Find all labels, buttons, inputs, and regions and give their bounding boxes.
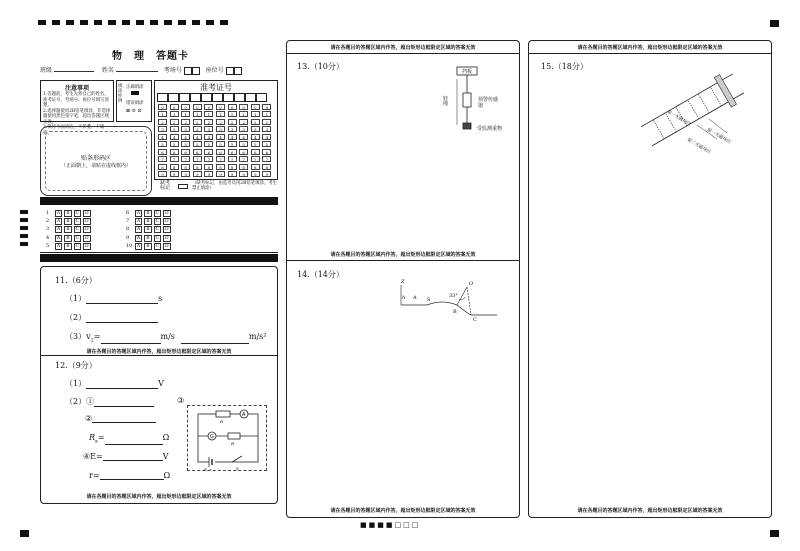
choice-question-row — [126, 226, 173, 233]
choice-option-bubble[interactable]: B — [66, 219, 70, 225]
choice-option-bubble[interactable]: D — [85, 235, 89, 241]
admission-label: 准考证号 — [200, 83, 232, 92]
admission-input-row — [157, 93, 267, 102]
q12-circuit-diagram — [188, 406, 268, 472]
admission-bubble[interactable]: 1 — [216, 111, 225, 117]
card-title: 物 理 答题卡 — [112, 51, 189, 62]
choice-option-bubble[interactable]: D — [165, 227, 169, 233]
admission-bubble[interactable]: 4 — [158, 134, 167, 140]
admission-bubble[interactable]: 7 — [251, 156, 260, 162]
admission-bubble[interactable]: 1 — [262, 111, 271, 117]
q12-item3-label: ③ — [177, 396, 185, 405]
svg-text:S: S — [427, 297, 431, 303]
admission-bubble[interactable]: 2 — [262, 119, 271, 125]
admission-bubble[interactable]: 7 — [181, 156, 190, 162]
admission-bubble[interactable]: 6 — [216, 149, 225, 155]
admission-digit-box[interactable] — [168, 93, 179, 102]
admission-bubble[interactable]: 1 — [193, 111, 202, 117]
choice-question-row — [46, 235, 93, 242]
exam-room-box-2[interactable] — [192, 67, 200, 75]
admission-bubble[interactable]: 7 — [239, 156, 248, 162]
choice-option-bubble[interactable]: B — [146, 211, 150, 216]
admission-bubble[interactable]: 9 — [181, 171, 190, 177]
admission-bubble[interactable]: 0 — [193, 104, 202, 110]
admission-bubble[interactable]: 2 — [170, 119, 179, 125]
q12-rx: $R_x= \Omega$ — [89, 433, 170, 445]
admission-bubble[interactable]: 0 — [216, 104, 225, 110]
admission-bubble[interactable]: 5 — [158, 141, 167, 147]
absent-label: 缺考标记 — [160, 180, 171, 191]
admission-bubble[interactable]: 4 — [262, 134, 271, 140]
svg-text:33°: 33° — [449, 293, 458, 299]
admission-bubble[interactable]: 7 — [204, 156, 213, 162]
admission-bubble-row — [158, 156, 274, 164]
right-column-box — [528, 40, 772, 518]
q11-title: 11.（6分） — [55, 276, 97, 285]
svg-text:R: R — [220, 419, 224, 424]
middle-top-warning: 请在各题目的答题区域内作答，超出矩形边框限定区域的答案无效 — [330, 45, 476, 51]
choice-question-row — [46, 210, 93, 217]
admission-bubble[interactable]: 9 — [204, 171, 213, 177]
choice-option-bubble[interactable]: B — [146, 227, 150, 233]
q15-warning: 请在各题目的答题区域内作答，超出矩形边框限定区域的答案无效 — [577, 508, 723, 514]
admission-bubble[interactable]: 6 — [158, 149, 167, 155]
admission-bubble[interactable]: 8 — [193, 164, 202, 170]
section-divider-bar — [40, 254, 278, 262]
q14-diagram — [397, 275, 507, 325]
choice-option-bubble[interactable]: C — [75, 235, 80, 241]
admission-bubble[interactable]: 5 — [228, 141, 237, 147]
choice-question-row — [126, 235, 173, 242]
admission-digit-box[interactable] — [212, 93, 223, 102]
choice-option-bubble[interactable]: D — [85, 211, 89, 216]
admission-bubble[interactable]: 0 — [204, 104, 213, 110]
admission-bubble[interactable]: 1 — [158, 111, 167, 117]
q14-title: 14.（14分） — [297, 270, 344, 279]
admission-bubble[interactable]: 5 — [181, 141, 190, 147]
choice-question-row — [126, 218, 173, 225]
svg-text:O: O — [469, 281, 474, 287]
absent-row — [154, 181, 278, 195]
q15-title: 15.（18分） — [541, 62, 588, 71]
top-timing-marks — [38, 20, 238, 26]
svg-text:S: S — [236, 466, 239, 471]
choice-number: 9 — [126, 234, 130, 241]
choice-option-bubble[interactable]: C — [75, 243, 80, 249]
admission-bubble[interactable]: 4 — [216, 134, 225, 140]
admission-bubble[interactable]: 9 — [239, 171, 248, 177]
q12-item2b: ② — [85, 414, 156, 423]
barcode-hint: （正面朝上，请贴在虚线框内） — [60, 163, 131, 169]
admission-bubble[interactable]: 2 — [158, 119, 167, 125]
admission-bubble[interactable]: 9 — [216, 171, 225, 177]
choice-option-bubble[interactable]: A — [57, 211, 61, 216]
admission-bubble[interactable]: 5 — [170, 141, 179, 147]
admission-bubble-row — [158, 118, 274, 126]
admission-bubble[interactable]: 2 — [216, 119, 225, 125]
choice-area — [40, 205, 278, 253]
seat-label: 座位号 — [205, 67, 224, 74]
admission-bubble[interactable]: 1 — [228, 111, 237, 117]
admission-bubble[interactable]: 3 — [170, 126, 179, 132]
q11-item3: $(3)v_2= m/s$ m/s² — [65, 332, 267, 344]
choice-option-bubble[interactable]: C — [155, 235, 160, 241]
admission-bubble[interactable]: 4 — [204, 134, 213, 140]
q11-unit-ms2: m/s² — [248, 332, 267, 341]
admission-bubble[interactable]: 9 — [228, 171, 237, 177]
right-top-warning: 请在各题目的答题区域内作答，超出矩形边框限定区域的答案无效 — [577, 45, 723, 51]
notice-line-1: 1.答题前，考生先将自己的姓名、准考证号、考场号、座位号填写清楚。 — [43, 92, 109, 108]
admission-bubble[interactable]: 3 — [158, 126, 167, 132]
name-label: 姓名 — [101, 67, 114, 74]
admission-bubble-row — [158, 126, 274, 134]
svg-text:E, r: E, r — [204, 467, 212, 472]
example-label: 填涂样例 — [118, 84, 123, 104]
corner-mark-bottom-right — [770, 530, 779, 537]
choice-option-bubble[interactable]: B — [146, 219, 150, 225]
q12-blank-2a[interactable] — [94, 398, 154, 407]
admission-bubble[interactable]: 2 — [181, 119, 190, 125]
barcode-area — [40, 126, 152, 196]
q11-blank-3b[interactable] — [181, 335, 249, 344]
q12-blank-e[interactable] — [103, 452, 163, 461]
admission-bubble[interactable]: 0 — [228, 104, 237, 110]
admission-digit-box[interactable] — [256, 93, 267, 102]
svg-text:G: G — [210, 434, 214, 440]
q14-warning: 请在各题目的答题区域内作答，超出矩形边框限定区域的答案无效 — [330, 508, 476, 514]
admission-bubble[interactable]: 5 — [262, 141, 271, 147]
svg-text:B: B — [453, 309, 457, 315]
admission-digit-box[interactable] — [201, 93, 212, 102]
q11-blank-3a[interactable] — [101, 335, 161, 344]
choice-option-bubble[interactable]: C — [155, 243, 160, 249]
choice-option-bubble[interactable]: C — [155, 227, 160, 233]
admission-bubble[interactable]: 0 — [170, 104, 179, 110]
q15-label-1: 第一无磁场区 — [706, 127, 732, 146]
q12-title: 12.（9分） — [55, 361, 97, 370]
choice-option-bubble[interactable]: A — [137, 227, 141, 233]
choice-option-bubble[interactable]: C — [75, 227, 80, 233]
admission-bubble[interactable]: 2 — [251, 119, 260, 125]
admission-bubble[interactable]: 7 — [262, 156, 271, 162]
exam-room-label: 考场号 — [163, 67, 182, 74]
class-field[interactable] — [54, 71, 94, 72]
choice-option-bubble[interactable]: B — [66, 227, 70, 233]
q13-title: 13.（10分） — [297, 62, 344, 71]
admission-bubble[interactable]: 3 — [239, 126, 248, 132]
admission-bubble[interactable]: 3 — [228, 126, 237, 132]
choice-number: 8 — [126, 226, 130, 233]
choice-header-bar — [40, 197, 278, 205]
page-marks: ■■■■□□□ — [360, 521, 421, 529]
choice-option-bubble[interactable]: B — [146, 243, 150, 249]
admission-bubble[interactable]: 7 — [170, 156, 179, 162]
choice-option-bubble[interactable]: C — [155, 211, 160, 216]
admission-bubble[interactable]: 8 — [181, 164, 190, 170]
q11-q12-box — [40, 266, 278, 504]
admission-bubble[interactable]: 8 — [204, 164, 213, 170]
choice-number: 3 — [46, 226, 50, 233]
admission-bubble[interactable]: 6 — [239, 149, 248, 155]
admission-grid — [154, 80, 278, 180]
choice-option-bubble[interactable]: C — [75, 219, 80, 225]
admission-bubble[interactable]: 2 — [228, 119, 237, 125]
choice-question-row — [46, 226, 93, 233]
admission-digit-box[interactable] — [223, 93, 234, 102]
q11-warning: 请在各题目的答题区域内作答，超出矩形边框限定区域的答案无效 — [86, 349, 232, 355]
admission-digit-box[interactable] — [245, 93, 256, 102]
admission-bubble[interactable]: 0 — [158, 104, 167, 110]
admission-bubble[interactable]: 3 — [204, 126, 213, 132]
admission-bubble[interactable]: 0 — [239, 104, 248, 110]
admission-bubble[interactable]: 4 — [239, 134, 248, 140]
choice-question-row — [126, 210, 173, 217]
admission-bubble[interactable]: 1 — [181, 111, 190, 117]
admission-bubble[interactable]: 5 — [204, 141, 213, 147]
admission-bubble[interactable]: 2 — [204, 119, 213, 125]
admission-bubble[interactable]: 8 — [170, 164, 179, 170]
admission-bubble-row — [158, 148, 274, 156]
svg-text:Z: Z — [401, 279, 405, 285]
admission-bubble[interactable]: 5 — [251, 141, 260, 147]
choice-number: 7 — [126, 218, 130, 225]
admission-bubble[interactable]: 9 — [193, 171, 202, 177]
admission-digit-box[interactable] — [234, 93, 245, 102]
q12-r: r= Ω — [89, 471, 171, 480]
admission-bubble[interactable]: 4 — [170, 134, 179, 140]
admission-bubble[interactable]: 8 — [239, 164, 248, 170]
barcode-label: 贴条形码区 — [80, 155, 111, 162]
q12-blank-rx[interactable] — [105, 436, 163, 445]
choice-option-bubble[interactable]: D — [165, 235, 169, 241]
choice-option-bubble[interactable]: D — [85, 219, 89, 225]
q13-sensor-label: 预警传感器 — [478, 97, 499, 109]
choice-number: 2 — [46, 218, 50, 225]
admission-bubble[interactable]: 7 — [193, 156, 202, 162]
admission-bubble[interactable]: 5 — [216, 141, 225, 147]
corner-mark-top-right — [770, 20, 779, 27]
admission-bubble-row — [158, 141, 274, 149]
admission-bubble[interactable]: 2 — [239, 119, 248, 125]
q12-blank-r[interactable] — [100, 471, 164, 480]
svg-text:h: h — [402, 295, 406, 301]
admission-bubble[interactable]: 0 — [181, 104, 190, 110]
choice-question-row — [46, 218, 93, 225]
choice-question-row — [126, 243, 173, 250]
admission-bubble-row — [158, 111, 274, 119]
admission-bubble[interactable]: 9 — [158, 171, 167, 177]
choice-option-bubble[interactable]: D — [85, 227, 89, 233]
admission-bubble[interactable]: 8 — [228, 164, 237, 170]
choice-option-bubble[interactable]: A — [57, 243, 61, 249]
q13-bottom-label: 受监测重物 — [477, 126, 503, 132]
admission-bubble[interactable]: 3 — [216, 126, 225, 132]
q11-item1: （1） s — [65, 294, 163, 303]
rx-resistor — [216, 411, 230, 417]
choice-option-bubble[interactable]: D — [165, 243, 169, 249]
q11-blank-1[interactable] — [86, 295, 158, 304]
q11-blank-2[interactable] — [86, 314, 158, 323]
correct-label: 正确填涂 — [126, 85, 144, 90]
q15-label-2: 第一无磁场区 — [666, 109, 692, 128]
admission-bubble-row — [158, 163, 274, 171]
admission-bubble[interactable]: 7 — [158, 156, 167, 162]
admission-bubble-row — [158, 133, 274, 141]
q15-label-3: 第二无磁场区 — [686, 137, 712, 156]
choice-question-row — [46, 243, 93, 250]
absent-note: （缺考标记，由监考员用2B铅笔填涂，考生禁止填涂） — [192, 181, 278, 191]
q11-unit-ms: m/s — [160, 332, 175, 341]
choice-option-bubble[interactable]: A — [57, 235, 61, 241]
admission-bubble[interactable]: 1 — [204, 111, 213, 117]
svg-text:A: A — [413, 295, 417, 301]
admission-bubble[interactable]: 1 — [239, 111, 248, 117]
admission-bubble[interactable]: 8 — [251, 164, 260, 170]
admission-bubble[interactable]: 7 — [216, 156, 225, 162]
choice-option-bubble[interactable]: D — [85, 243, 89, 249]
q12-circuit-frame — [187, 405, 267, 471]
choice-option-bubble[interactable]: C — [155, 219, 160, 225]
admission-bubble[interactable]: 4 — [228, 134, 237, 140]
wrong-fill-marks: ⊠ ⊘ ⊡ — [126, 108, 142, 114]
fill-example-box — [116, 80, 152, 122]
r0-resistor — [228, 433, 240, 439]
svg-text:A: A — [242, 412, 246, 418]
corner-mark-bottom-left — [20, 530, 29, 537]
admission-bubble[interactable]: 6 — [193, 149, 202, 155]
switch-symbol — [232, 456, 242, 462]
admission-bubble[interactable]: 1 — [170, 111, 179, 117]
correct-fill-mark — [131, 91, 139, 95]
exam-room-box-1[interactable] — [184, 67, 192, 75]
seat-box-2[interactable] — [234, 67, 242, 75]
choice-number: 5 — [46, 242, 50, 249]
choice-number: 6 — [126, 210, 130, 216]
choice-option-bubble[interactable]: A — [137, 211, 141, 216]
choice-number: 4 — [46, 234, 50, 241]
choice-option-bubble[interactable]: B — [66, 211, 70, 216]
admission-bubble[interactable]: 0 — [262, 104, 271, 110]
header-info-row — [40, 65, 278, 75]
svg-text:C: C — [473, 317, 477, 323]
notice-line-2: 2.选择题使用2B铅笔填涂，非选择题使用黑色签字笔，超出答题区域无效。 — [43, 108, 111, 125]
q12-warning: 请在各题目的答题区域内作答，超出矩形边框限定区域的答案无效 — [86, 494, 232, 500]
svg-text:R: R — [231, 441, 235, 446]
choice-option-bubble[interactable]: B — [146, 235, 150, 241]
admission-bubble[interactable]: 1 — [251, 111, 260, 117]
admission-bubble[interactable]: 6 — [262, 149, 271, 155]
admission-bubble[interactable]: 7 — [228, 156, 237, 162]
choice-option-bubble[interactable]: B — [66, 243, 70, 249]
admission-bubble[interactable]: 6 — [181, 149, 190, 155]
choice-option-bubble[interactable]: A — [137, 243, 141, 249]
admission-bubble-grid — [158, 103, 274, 178]
admission-bubble[interactable]: 6 — [204, 149, 213, 155]
q12-item1: （1） V — [65, 379, 164, 388]
admission-bubble[interactable]: 8 — [216, 164, 225, 170]
admission-bubble[interactable]: 3 — [251, 126, 260, 132]
admission-bubble[interactable]: 2 — [193, 119, 202, 125]
admission-bubble-row — [158, 171, 274, 179]
notice-box — [40, 80, 114, 136]
left-timing-marks — [20, 210, 28, 250]
admission-bubble[interactable]: 3 — [262, 126, 271, 132]
admission-bubble[interactable]: 5 — [239, 141, 248, 147]
choice-option-bubble[interactable]: D — [165, 211, 169, 216]
admission-bubble[interactable]: 0 — [251, 104, 260, 110]
middle-column-box — [286, 40, 520, 518]
choice-number: 10 — [126, 242, 133, 249]
class-label: 班级 — [40, 67, 53, 74]
admission-bubble[interactable]: 6 — [251, 149, 260, 155]
q12-blank-1[interactable] — [86, 380, 158, 389]
admission-bubble[interactable]: 6 — [170, 149, 179, 155]
choice-option-bubble[interactable]: A — [57, 227, 61, 233]
q11-item1-unit: s — [158, 294, 163, 303]
admission-bubble[interactable]: 9 — [262, 171, 271, 177]
admission-bubble[interactable]: 4 — [251, 134, 260, 140]
name-field[interactable] — [116, 71, 158, 72]
admission-bubble[interactable]: 9 — [251, 171, 260, 177]
choice-option-bubble[interactable]: C — [75, 211, 80, 216]
admission-bubble[interactable]: 4 — [181, 134, 190, 140]
choice-number: 1 — [46, 210, 50, 216]
notice-title: 注意事项 — [64, 85, 89, 92]
notice-line-3: 3.保持卡面清洁，不折叠、不破损。 — [43, 125, 105, 136]
admission-bubble-row — [158, 103, 274, 111]
admission-bubble[interactable]: 3 — [181, 126, 190, 132]
admission-bubble[interactable]: 3 — [193, 126, 202, 132]
q13-left-label: 轻绳 — [443, 96, 449, 107]
admission-digit-box[interactable] — [157, 93, 168, 102]
q15-diagram — [637, 69, 747, 149]
choice-option-bubble[interactable]: A — [137, 219, 141, 225]
q13-top-label: 挡板 — [462, 69, 473, 75]
q13-warning: 请在各题目的答题区域内作答，超出矩形边框限定区域的答案无效 — [330, 252, 476, 258]
q12-item4: ④E= V — [83, 452, 169, 461]
admission-digit-box[interactable] — [179, 93, 190, 102]
admission-bubble[interactable]: 4 — [193, 134, 202, 140]
admission-bubble[interactable]: 5 — [193, 141, 202, 147]
choice-option-bubble[interactable]: A — [57, 219, 61, 225]
choice-option-bubble[interactable]: A — [137, 235, 141, 241]
wrong-label: 错误填涂 — [126, 101, 144, 106]
admission-digit-box[interactable] — [190, 93, 201, 102]
admission-bubble[interactable]: 8 — [262, 164, 271, 170]
admission-bubble[interactable]: 8 — [158, 164, 167, 170]
admission-bubble[interactable]: 9 — [170, 171, 179, 177]
admission-bubble[interactable]: 6 — [228, 149, 237, 155]
q12-blank-2b[interactable] — [92, 414, 156, 423]
absent-checkbox[interactable] — [178, 184, 188, 189]
choice-option-bubble[interactable]: D — [165, 219, 169, 225]
q11-item2: （2） — [65, 312, 158, 323]
q12-item2: （2）① — [65, 396, 154, 407]
choice-option-bubble[interactable]: B — [66, 235, 70, 241]
seat-box-1[interactable] — [226, 67, 234, 75]
